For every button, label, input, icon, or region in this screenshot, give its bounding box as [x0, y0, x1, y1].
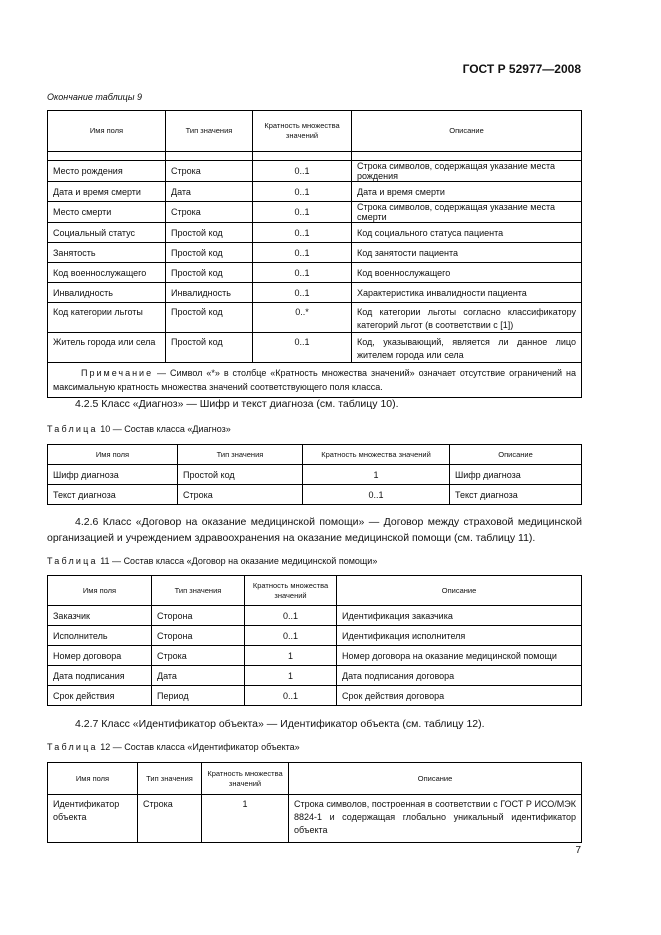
table-cell: 1 [245, 666, 337, 686]
table-row [48, 795, 582, 843]
document-header: ГОСТ Р 52977—2008 [462, 62, 581, 76]
table-cell: Простой код [166, 243, 253, 263]
table-cell: Место рождения [48, 161, 166, 182]
table12 [47, 762, 582, 843]
col-header: Описание [337, 576, 582, 606]
table-cell: Простой код [166, 333, 253, 363]
table-row [48, 182, 582, 202]
table-row [48, 223, 582, 243]
table-cell: Дата подписания [48, 666, 152, 686]
table-header-row [48, 111, 582, 152]
table-row [48, 626, 582, 646]
table10 [47, 444, 582, 505]
table-row [48, 202, 582, 223]
table-cell: Строка символов, построенная в соответствии с ГОСТ Р ИСО/МЭК 8824-1 и содержащая глобально уникальный идентификатор объекта [289, 795, 582, 843]
table-cell: Занятость [48, 243, 166, 263]
table-cell: 0..1 [253, 243, 352, 263]
col-header: Кратность множества значений [202, 763, 289, 795]
table-cell: Инвалидность [166, 283, 253, 303]
table-cell: Номер договора [48, 646, 152, 666]
table-row [48, 161, 582, 182]
table-cell: Сторона [152, 626, 245, 646]
table-cell: 0..1 [303, 485, 450, 505]
table-cell: 0..1 [245, 606, 337, 626]
table-cell: Код, указывающий, является ли данное лицо жителем города или села [352, 333, 582, 363]
table-row [48, 333, 582, 363]
table-header-row [48, 763, 582, 795]
table-row [48, 303, 582, 333]
table-cell: Простой код [166, 263, 253, 283]
table-cell: Житель города или села [48, 333, 166, 363]
table-cell: Код военнослужащего [352, 263, 582, 283]
table-cell: Строка [138, 795, 202, 843]
col-header: Описание [289, 763, 582, 795]
table-cell: 1 [202, 795, 289, 843]
table-cell: Период [152, 686, 245, 706]
col-header: Имя поля [48, 445, 178, 465]
col-header: Описание [352, 111, 582, 152]
table-cell: Текст диагноза [450, 485, 582, 505]
table9-body [48, 161, 582, 363]
table-cell: 0..1 [253, 223, 352, 243]
table10-body [48, 465, 582, 505]
table-cell: 0..1 [245, 686, 337, 706]
table-cell: 0..1 [245, 626, 337, 646]
table-header-row [48, 576, 582, 606]
table-cell: 1 [245, 646, 337, 666]
table-cell: 0..1 [253, 202, 352, 223]
table-row [48, 465, 582, 485]
col-header: Тип значения [138, 763, 202, 795]
table-cell: Простой код [166, 223, 253, 243]
table9-caption: Окончание таблицы 9 [47, 92, 142, 102]
col-header: Кратность множества значений [303, 445, 450, 465]
table-cell: Дата [152, 666, 245, 686]
page-number: 7 [575, 845, 581, 856]
table-cell: Код занятости пациента [352, 243, 582, 263]
table-cell: Шифр диагноза [450, 465, 582, 485]
note-label: Примечание [81, 368, 154, 378]
section-4-2-7: 4.2.7 Класс «Идентификатор объекта» — Идентификатор объекта (см. таблицу 12). [75, 718, 485, 730]
table-cell: Место смерти [48, 202, 166, 223]
table-cell: 0..1 [253, 333, 352, 363]
table-cell: Строка [152, 646, 245, 666]
table-cell: Текст диагноза [48, 485, 178, 505]
table-row [48, 666, 582, 686]
table-cell: Сторона [152, 606, 245, 626]
table-cell: Строка [166, 202, 253, 223]
table-cell: 0..1 [253, 283, 352, 303]
table10-caption: Таблица 10 — Состав класса «Диагноз» [47, 424, 231, 434]
table-cell: Социальный статус [48, 223, 166, 243]
col-header: Тип значения [152, 576, 245, 606]
table-cell: Простой код [166, 303, 253, 333]
table-cell: Дата подписания договора [337, 666, 582, 686]
table11-caption: Таблица 11 — Состав класса «Договор на оказание медицинской помощи» [47, 556, 378, 566]
table-cell: Идентификатор объекта [48, 795, 138, 843]
table11-body [48, 606, 582, 706]
table-row [48, 606, 582, 626]
table-cell: Идентификация исполнителя [337, 626, 582, 646]
table-cell: Идентификация заказчика [337, 606, 582, 626]
table-cell: Шифр диагноза [48, 465, 178, 485]
table12-caption: Таблица 12 — Состав класса «Идентификатор объекта» [47, 742, 300, 752]
table-cell: 0..1 [253, 263, 352, 283]
table-cell: Код социального статуса пациента [352, 223, 582, 243]
table-cell: Строка символов, содержащая указание места смерти [352, 202, 582, 223]
col-header: Кратность множества значений [253, 111, 352, 152]
table-cell: Простой код [178, 465, 303, 485]
table12-body [48, 795, 582, 843]
table-cell: Заказчик [48, 606, 152, 626]
table-header-row [48, 445, 582, 465]
col-header: Кратность множества значений [245, 576, 337, 606]
table-cell: Характеристика инвалидности пациента [352, 283, 582, 303]
col-header: Описание [450, 445, 582, 465]
table-cell: Строка [166, 161, 253, 182]
table-cell: 1 [303, 465, 450, 485]
table-cell: Дата и время смерти [352, 182, 582, 202]
col-header: Имя поля [48, 576, 152, 606]
col-header: Имя поля [48, 763, 138, 795]
table-cell: Дата [166, 182, 253, 202]
table-note-row [48, 363, 582, 398]
table-cell: Строка символов, содержащая указание места рождения [352, 161, 582, 182]
table-row [48, 283, 582, 303]
col-header: Тип значения [166, 111, 253, 152]
table-cell: Срок действия [48, 686, 152, 706]
table11 [47, 575, 582, 706]
table-cell: Строка [178, 485, 303, 505]
table-cell: 0..1 [253, 182, 352, 202]
table-cell: Код категории льготы согласно классификатору категорий льгот (в соответствии с [1]) [352, 303, 582, 333]
col-header: Тип значения [178, 445, 303, 465]
table-cell: Код военнослужащего [48, 263, 166, 283]
table-cell: Дата и время смерти [48, 182, 166, 202]
section-4-2-6: 4.2.6 Класс «Договор на оказание медицинской помощи» — Договор между страховой медицинской организацией и учреждением здравоохранения на оказание медицинской помощи (см. таблицу 11). [47, 516, 582, 544]
table-cell: Номер договора на оказание медицинской помощи [337, 646, 582, 666]
table-row [48, 243, 582, 263]
note-text: — Символ «*» в столбце «Кратность множества значений» означает отсутствие ограничений на максимальную кратность множества значений соответствующего поля класса. [53, 368, 576, 392]
table-row [48, 686, 582, 706]
table-row [48, 263, 582, 283]
section-4-2-5: 4.2.5 Класс «Диагноз» — Шифр и текст диагноза (см. таблицу 10). [75, 398, 399, 410]
table-row [48, 646, 582, 666]
table-cell: Код категории льготы [48, 303, 166, 333]
table-cell: Инвалидность [48, 283, 166, 303]
table9 [47, 110, 582, 398]
table-cell: Срок действия договора [337, 686, 582, 706]
table-cell: 0..* [253, 303, 352, 333]
col-header: Имя поля [48, 111, 166, 152]
table-cell: 0..1 [253, 161, 352, 182]
table-row [48, 485, 582, 505]
table-cell: Исполнитель [48, 626, 152, 646]
